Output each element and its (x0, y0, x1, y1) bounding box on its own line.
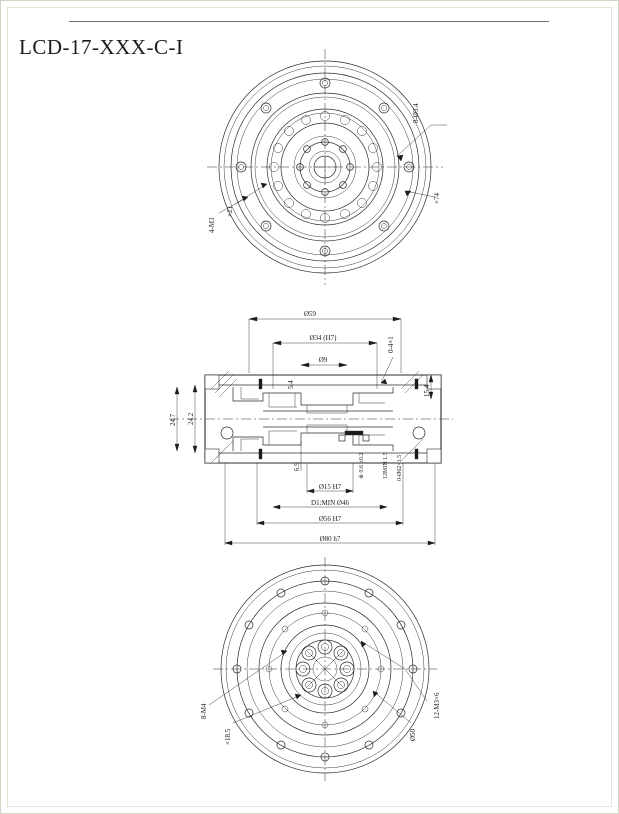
technical-drawing (1, 1, 619, 814)
front-face-view (207, 49, 447, 285)
dim-phi15: Ø15 H7 (318, 483, 342, 491)
dim-24_2: 24.2 (187, 412, 195, 425)
dim-phi56: Ø56 H7 (318, 515, 342, 523)
dim-phi34: Ø34 (H7) (309, 334, 337, 342)
dim-d1min: D1:MIN Ø46 (311, 499, 349, 507)
dim-12min: 12MIN 1.5 (383, 452, 389, 479)
dim-5_4: 5.4 (287, 380, 295, 389)
dim-phi9: Ø9 (318, 356, 328, 364)
dim-keyway: 0-4×1 (387, 336, 395, 353)
rear-face-view (200, 557, 441, 781)
dim-phi62: 0-Ø62×1.5 (397, 454, 403, 481)
dim-15_4: 15.4 (423, 384, 431, 397)
pitch-circle-note: Ø50 (409, 728, 417, 741)
dim-phi59: Ø59 (303, 310, 317, 318)
bolt-circle-note: 8-Ø3.4 (412, 103, 420, 123)
thread-note: 12-M3×6 (433, 692, 441, 719)
cross-section-view (169, 310, 453, 545)
tapped-hole-note: 4-M3 (208, 217, 216, 233)
inner-pitch-note: ×21 (226, 206, 234, 217)
small-circle-note: ×18.5 (224, 728, 232, 745)
dim-24_7: 24.7 (169, 413, 177, 426)
dim-tol: ※ 0.6 ±0.2 (359, 452, 365, 479)
outer-diameter-note: ×74 (433, 193, 441, 204)
dim-phi80: Ø80 h7 (319, 535, 341, 543)
page-title: LCD-17-XXX-C-I (19, 35, 184, 59)
dim-6_9: 6.9 (293, 462, 301, 471)
hole-note: 8-M4 (200, 703, 208, 719)
